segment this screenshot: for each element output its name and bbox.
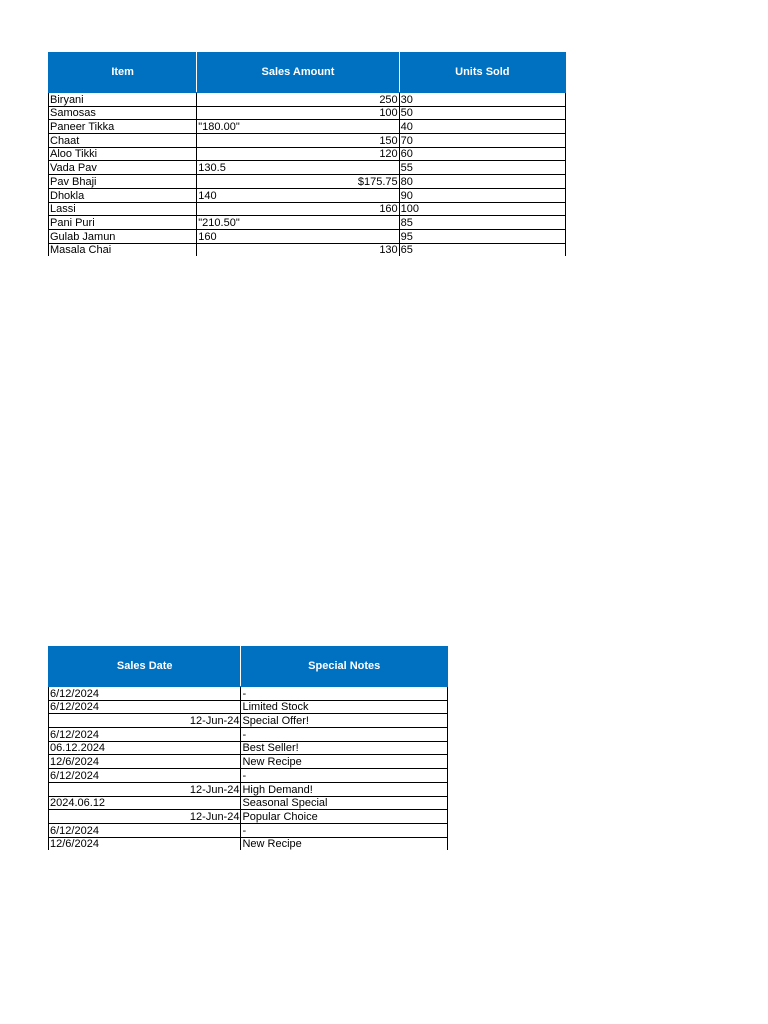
item-cell[interactable]: Aloo Tikki <box>49 147 197 161</box>
units-sold-cell[interactable]: 65 <box>399 243 565 256</box>
special-notes-cell[interactable]: - <box>241 769 448 783</box>
sales-amount-cell[interactable]: 160 <box>197 202 399 216</box>
table-row <box>49 188 566 202</box>
header-special-notes[interactable]: Special Notes <box>241 646 448 687</box>
table-row <box>49 93 566 107</box>
special-notes-cell[interactable]: Limited Stock <box>241 700 448 714</box>
table-row <box>49 837 448 850</box>
item-cell[interactable]: Paneer Tikka <box>49 120 197 134</box>
sales-table-header-row <box>49 52 566 93</box>
header-sales-amount[interactable]: Sales Amount <box>197 52 399 93</box>
item-cell[interactable]: Dhokla <box>49 188 197 202</box>
special-notes-cell[interactable]: - <box>241 728 448 742</box>
table-row <box>49 216 566 230</box>
sales-amount-cell[interactable]: 250 <box>197 93 399 107</box>
sales-date-cell[interactable]: 6/12/2024 <box>49 700 241 714</box>
dates-table-body <box>49 687 448 851</box>
sales-date-cell[interactable]: 6/12/2024 <box>49 769 241 783</box>
item-cell[interactable]: Lassi <box>49 202 197 216</box>
table-row <box>49 782 448 796</box>
table-row <box>49 769 448 783</box>
sales-date-cell[interactable]: 6/12/2024 <box>49 687 241 701</box>
special-notes-cell[interactable]: Special Offer! <box>241 714 448 728</box>
special-notes-cell[interactable]: Best Seller! <box>241 741 448 755</box>
sales-table-body <box>49 93 566 257</box>
sales-amount-cell[interactable]: 160 <box>197 229 399 243</box>
sales-amount-cell[interactable]: 120 <box>197 147 399 161</box>
table-row <box>49 134 566 148</box>
table-row <box>49 755 448 769</box>
header-item[interactable]: Item <box>49 52 197 93</box>
sales-date-cell[interactable]: 12-Jun-24 <box>49 782 241 796</box>
sales-amount-cell[interactable]: 140 <box>197 188 399 202</box>
table-row <box>49 741 448 755</box>
sales-amount-cell[interactable]: "210.50" <box>197 216 399 230</box>
sales-amount-cell[interactable]: 100 <box>197 106 399 120</box>
sales-date-cell[interactable]: 2024.06.12 <box>49 796 241 810</box>
special-notes-cell[interactable]: Seasonal Special <box>241 796 448 810</box>
sales-amount-cell[interactable]: 130.5 <box>197 161 399 175</box>
item-cell[interactable]: Vada Pav <box>49 161 197 175</box>
table-row <box>49 687 448 701</box>
table-row <box>49 175 566 189</box>
item-cell[interactable]: Samosas <box>49 106 197 120</box>
sales-amount-cell[interactable]: $175.75 <box>197 175 399 189</box>
header-units-sold[interactable]: Units Sold <box>399 52 565 93</box>
sales-date-cell[interactable]: 6/12/2024 <box>49 823 241 837</box>
special-notes-cell[interactable]: - <box>241 687 448 701</box>
units-sold-cell[interactable]: 50 <box>399 106 565 120</box>
sales-date-cell[interactable]: 06.12.2024 <box>49 741 241 755</box>
dates-table-header-row <box>49 646 448 687</box>
special-notes-cell[interactable]: New Recipe <box>241 755 448 769</box>
units-sold-cell[interactable]: 30 <box>399 93 565 107</box>
table-row <box>49 243 566 256</box>
sales-amount-cell[interactable]: 150 <box>197 134 399 148</box>
table-row <box>49 810 448 824</box>
sales-table <box>48 52 566 256</box>
table-row <box>49 700 448 714</box>
sales-date-cell[interactable]: 12/6/2024 <box>49 837 241 850</box>
sales-date-cell[interactable]: 12/6/2024 <box>49 755 241 769</box>
sales-amount-cell[interactable]: "180.00" <box>197 120 399 134</box>
units-sold-cell[interactable]: 70 <box>399 134 565 148</box>
table-row <box>49 161 566 175</box>
sales-date-cell[interactable]: 6/12/2024 <box>49 728 241 742</box>
units-sold-cell[interactable]: 80 <box>399 175 565 189</box>
item-cell[interactable]: Masala Chai <box>49 243 197 256</box>
sales-amount-cell[interactable]: 130 <box>197 243 399 256</box>
special-notes-cell[interactable]: High Demand! <box>241 782 448 796</box>
table-row <box>49 106 566 120</box>
dates-table <box>48 646 448 850</box>
units-sold-cell[interactable]: 55 <box>399 161 565 175</box>
table-row <box>49 147 566 161</box>
sales-date-cell[interactable]: 12-Jun-24 <box>49 714 241 728</box>
special-notes-cell[interactable]: New Recipe <box>241 837 448 850</box>
table-row <box>49 796 448 810</box>
table-row <box>49 728 448 742</box>
sales-date-cell[interactable]: 12-Jun-24 <box>49 810 241 824</box>
table-row <box>49 714 448 728</box>
item-cell[interactable]: Chaat <box>49 134 197 148</box>
item-cell[interactable]: Biryani <box>49 93 197 107</box>
table-row <box>49 120 566 134</box>
item-cell[interactable]: Gulab Jamun <box>49 229 197 243</box>
table-row <box>49 229 566 243</box>
table-row <box>49 202 566 216</box>
units-sold-cell[interactable]: 85 <box>399 216 565 230</box>
special-notes-cell[interactable]: Popular Choice <box>241 810 448 824</box>
table-row <box>49 823 448 837</box>
header-sales-date[interactable]: Sales Date <box>49 646 241 687</box>
units-sold-cell[interactable]: 100 <box>399 202 565 216</box>
special-notes-cell[interactable]: - <box>241 823 448 837</box>
units-sold-cell[interactable]: 95 <box>399 229 565 243</box>
units-sold-cell[interactable]: 60 <box>399 147 565 161</box>
item-cell[interactable]: Pav Bhaji <box>49 175 197 189</box>
units-sold-cell[interactable]: 90 <box>399 188 565 202</box>
item-cell[interactable]: Pani Puri <box>49 216 197 230</box>
units-sold-cell[interactable]: 40 <box>399 120 565 134</box>
